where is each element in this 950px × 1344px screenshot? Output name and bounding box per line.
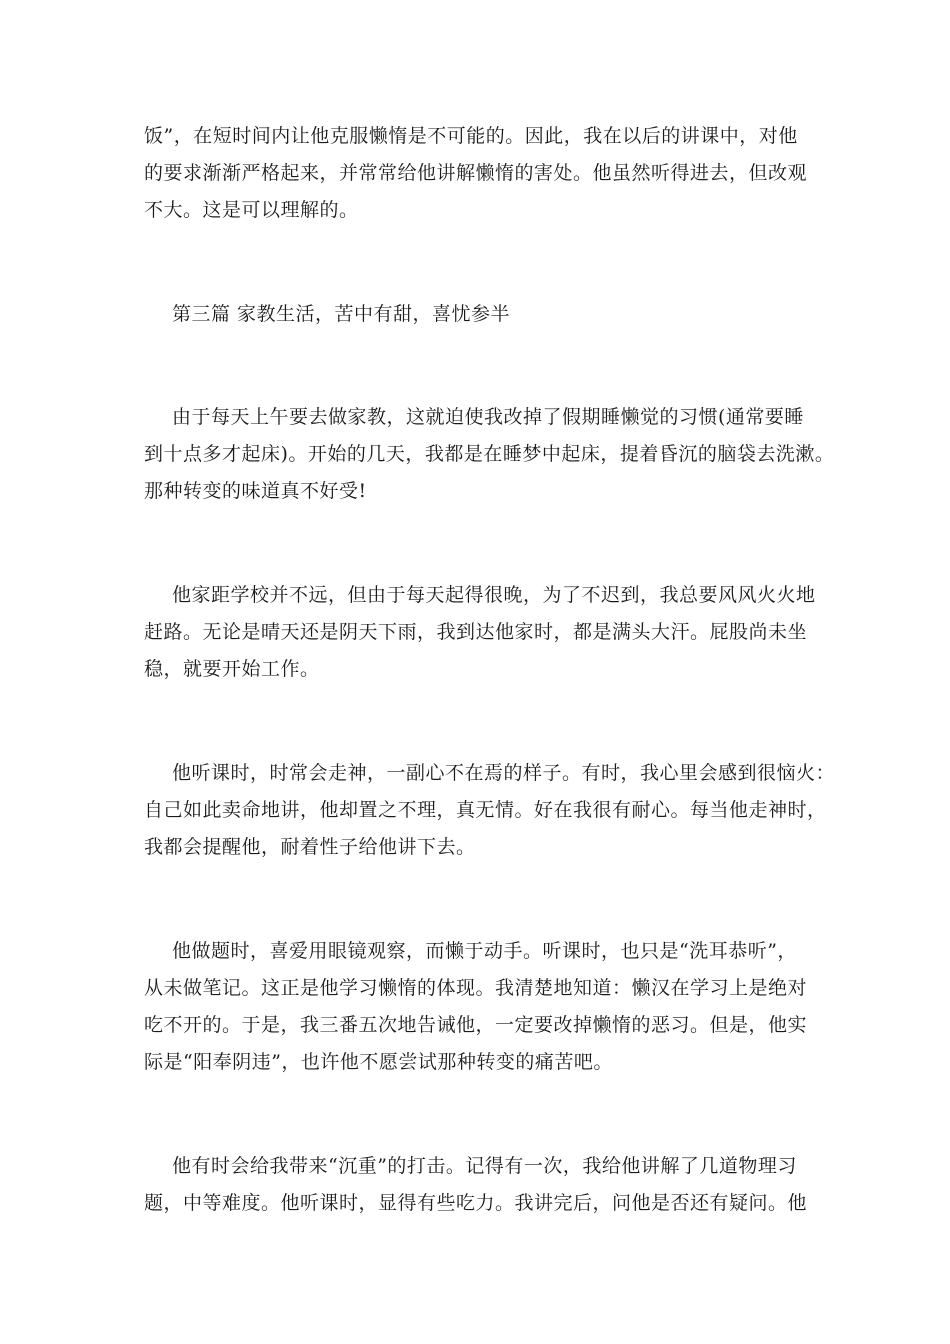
paragraph-line: 际是“阳奉阴违”，也许他不愿尝试那种转变的痛苦吧。 [144,1051,613,1073]
paragraph-line: 他听课时，时常会走神，一副心不在焉的样子。有时，我心里会感到很恼火： [172,762,836,784]
paragraph-line: 由于每天上午要去做家教，这就迫使我改掉了假期睡懒觉的习惯(通常要睡 [172,406,804,428]
paragraph-line: 吃不开的。于是，我三番五次地告诫他，一定要改掉懒惰的恶习。但是，他实 [144,1014,808,1036]
paragraph-line: 自己如此卖命地讲，他却置之不理，真无情。好在我很有耐心。每当他走神时， [144,799,827,821]
paragraph-line: 到十点多才起床)。开始的几天，我都是在睡梦中起床，提着昏沉的脑袋去洗漱。 [144,443,835,465]
paragraph-line: 那种转变的味道真不好受! [144,480,367,502]
paragraph-line: 我都会提醒他，耐着性子给他讲下去。 [144,836,476,858]
paragraph-line: 他有时会给我带来“沉重”的打击。记得有一次，我给他讲解了几道物理习 [172,1155,797,1177]
section-heading: 第三篇 家教生活，苦中有甜，喜忧参半 [172,303,511,325]
paragraph-line: 题，中等难度。他听课时，显得有些吃力。我讲完后，问他是否还有疑问。他 [144,1192,808,1214]
paragraph-line: 他家距学校并不远，但由于每天起得很晚，为了不迟到，我总要风风火火地 [172,584,816,606]
paragraph-line: 稳，就要开始工作。 [144,658,320,680]
paragraph-line: 不大。这是可以理解的。 [144,199,359,221]
paragraph-line: 饭”，在短时间内让他克服懒惰是不可能的。因此，我在以后的讲课中，对他 [144,125,798,147]
paragraph-line: 从未做笔记。这正是他学习懒惰的体现。我清楚地知道：懒汉在学习上是绝对 [144,977,808,999]
paragraph-line: 赶路。无论是晴天还是阴天下雨，我到达他家时，都是满头大汗。屁股尚未坐 [144,621,808,643]
paragraph-line: 他做题时，喜爱用眼镜观察，而懒于动手。听课时，也只是“洗耳恭听”， [172,940,797,962]
paragraph-line: 的要求渐渐严格起来，并常常给他讲解懒惰的害处。他虽然听得进去，但改观 [144,162,808,184]
